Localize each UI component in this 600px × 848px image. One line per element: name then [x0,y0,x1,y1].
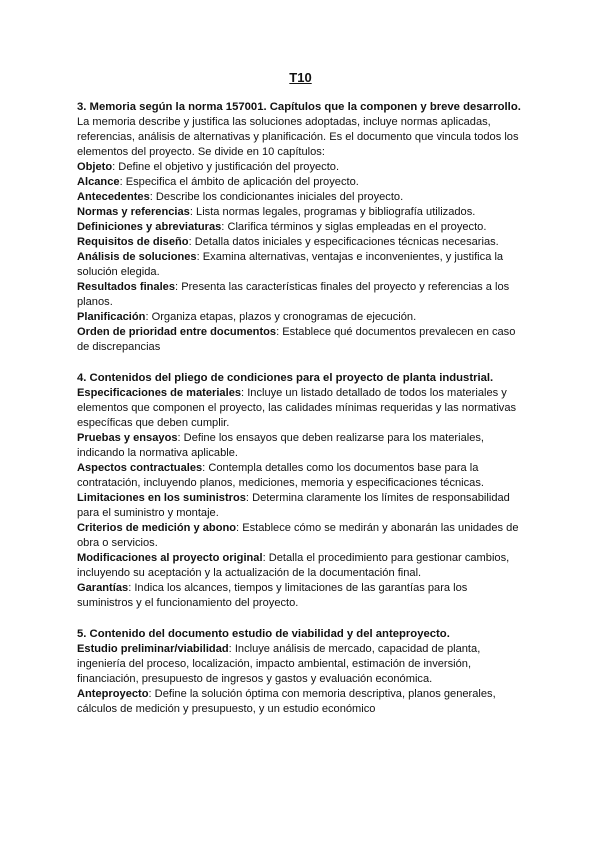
item-term: Objeto [77,161,113,173]
list-item [77,325,524,355]
item-term: Análisis de soluciones [77,251,197,263]
section-heading: 5. Contenido del documento estudio de viabilidad y del anteproyecto. [77,628,450,640]
section-memoria [77,100,524,355]
item-term: Anteproyecto [77,688,149,700]
item-term: Pruebas y ensayos [77,432,178,444]
item-text: : Determina claramente los límites de responsabilidad para el suministro y montaje. [77,492,510,519]
list-item [77,521,524,551]
item-term: Aspectos contractuales [77,462,203,474]
list-item [77,235,524,250]
item-term: Alcance [77,176,120,188]
item-term: Criterios de medición y abono [77,522,237,534]
item-text: : Clarifica términos y siglas empleadas en el proyecto. [221,221,487,233]
item-text: : Lista normas legales, programas y bibliografía utilizados. [189,206,476,218]
list-item [77,431,524,461]
section-viabilidad [77,627,524,717]
list-item [77,551,524,581]
item-term: Requisitos de diseño [77,236,189,248]
list-item [77,175,524,190]
item-term: Definiciones y abreviaturas [77,221,222,233]
list-item [77,280,524,310]
item-term: Modificaciones al proyecto original [77,552,263,564]
item-term: Antecedentes [77,191,150,203]
item-text: : Examina alternativas, ventajas e inconvenientes, y justifica la solución elegida. [77,251,504,278]
list-item [77,491,524,521]
item-term: Planificación [77,311,146,323]
item-text: : Especifica el ámbito de aplicación del proyecto. [119,176,359,188]
list-item [77,386,524,431]
list-item [77,250,524,280]
item-term: Orden de prioridad entre documentos [77,326,277,338]
item-text: : Contempla detalles como los documentos base para la contratación, incluyendo planos, mediciones, memoria y especificaciones técnicas. [77,462,484,489]
item-text: : Incluye análisis de mercado, capacidad de planta, ingeniería del proceso, localización, impacto ambiental, estimación de inversión, financiación, presupuesto de ingresos y gastos y evaluación económica. [77,643,481,685]
item-text: : Describe los condicionantes iniciales del proyecto. [149,191,404,203]
item-term: Especificaciones de materiales [77,387,242,399]
section-heading: 4. Contenidos del pliego de condiciones para el proyecto de planta industrial. [77,372,494,384]
item-text: : Presenta las características finales del proyecto y referencias a los planos. [77,281,510,308]
item-text: : Detalla datos iniciales y especificaciones técnicas necesarias. [188,236,499,248]
item-text: : Establece cómo se medirán y abonarán las unidades de obra o servicios. [77,522,519,549]
item-text: : Define el objetivo y justificación del proyecto. [112,161,340,173]
list-item [77,310,524,325]
item-text: : Incluye un listado detallado de todos los materiales y elementos que componen el proyecto, las calidades mínimas requeridas y las normativas específicas que deben cumplir. [77,387,517,429]
list-item [77,581,524,611]
item-term: Resultados finales [77,281,176,293]
item-text: : Define la solución óptima con memoria descriptiva, planos generales, cálculos de medición y presupuesto, y un estudio económico [77,688,496,715]
item-term: Garantías [77,582,129,594]
page-title: T10 [289,70,312,85]
item-text: : Organiza etapas, plazos y cronogramas de ejecución. [145,311,417,323]
section-pliego [77,371,524,611]
list-item [77,160,524,175]
item-term: Estudio preliminar/viabilidad [77,643,229,655]
section-intro: La memoria describe y justifica las soluciones adoptadas, incluye normas aplicadas, referencias, análisis de alternativas y planificación. Es el documento que vincula todos los elementos del proyecto. Se divide en 10 capítulos: [77,116,519,158]
item-term: Limitaciones en los suministros [77,492,246,504]
list-item [77,190,524,205]
list-item [77,461,524,491]
item-text: : Define los ensayos que deben realizarse para los materiales, indicando la normativa aplicable. [77,432,484,459]
list-item [77,205,524,220]
item-text: : Detalla el procedimiento para gestionar cambios, incluyendo su aceptación y la actualización de la documentación final. [77,552,510,579]
item-text: : Indica los alcances, tiempos y limitaciones de las garantías para los suministros y el funcionamiento del proyecto. [77,582,468,609]
list-item [77,220,524,235]
item-text: : Establece qué documentos prevalecen en caso de discrepancias [77,326,516,353]
item-term: Normas y referencias [77,206,190,218]
list-item [77,687,524,717]
section-heading: 3. Memoria según la norma 157001. Capítulos que la componen y breve desarrollo. [77,101,521,113]
list-item [77,642,524,687]
